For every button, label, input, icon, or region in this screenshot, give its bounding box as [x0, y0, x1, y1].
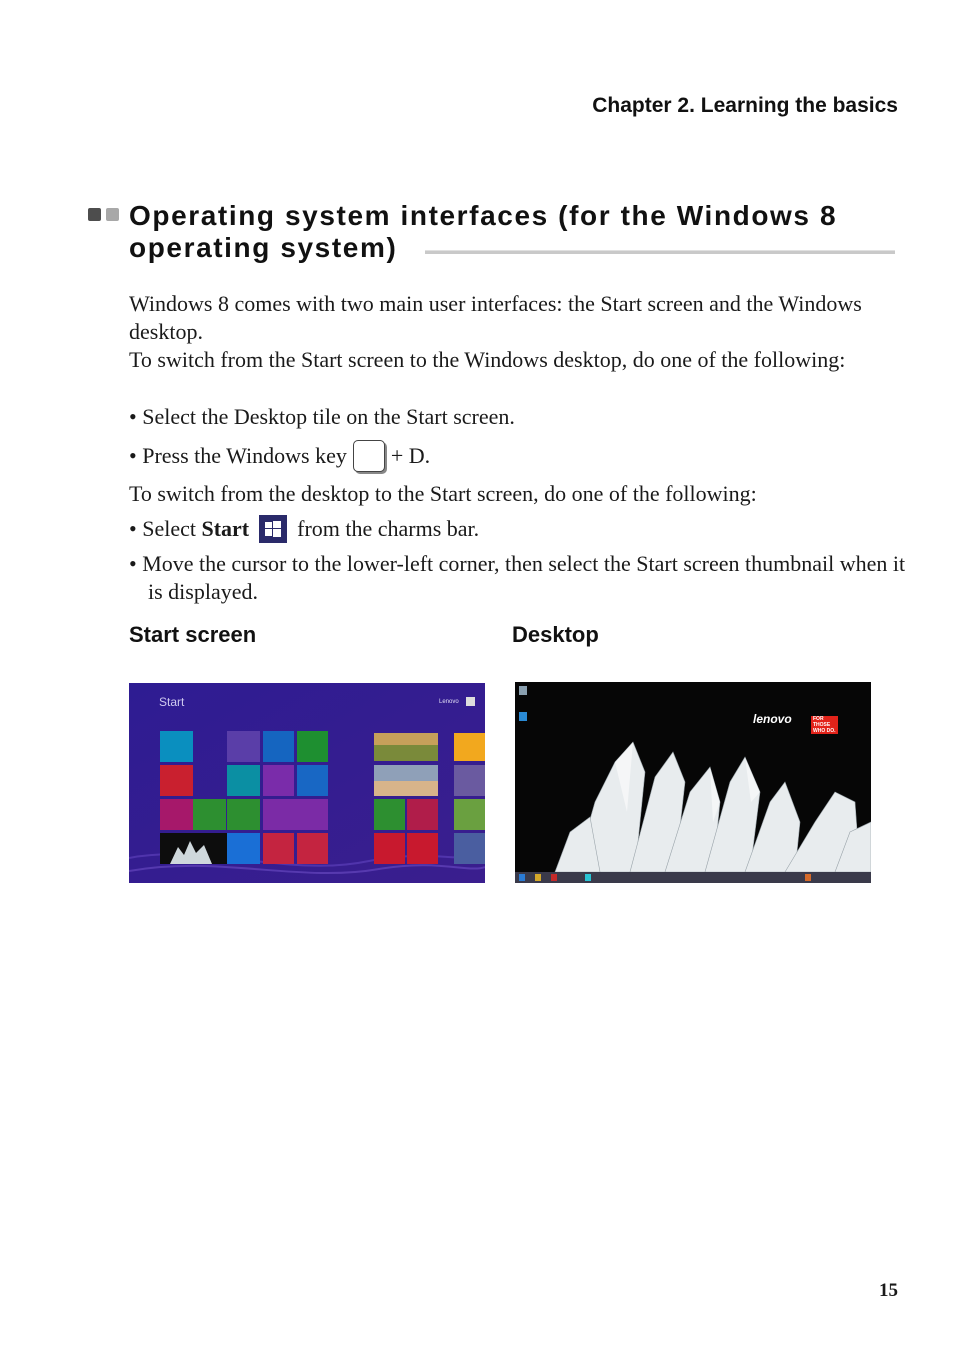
bullet-windows-key — [129, 442, 889, 474]
people-tile — [160, 765, 193, 796]
tagline-line-1: FOR — [811, 716, 838, 722]
chapter-header: Chapter 2. Learning the basics — [592, 94, 898, 117]
start-screen-image — [129, 683, 485, 883]
finance-tile-2 — [227, 799, 260, 830]
ie-tile — [263, 731, 294, 762]
video-tile — [407, 833, 438, 864]
desktop-image — [515, 682, 871, 883]
lenovo-app-tile — [454, 733, 485, 761]
start-screen-user: Lenovo — [439, 699, 459, 705]
weather-tile — [227, 833, 260, 864]
bullet-windows-key-suffix: + D. — [390, 443, 431, 469]
sports-tile — [263, 799, 328, 830]
page-number: 15 — [879, 1280, 898, 1301]
switch-to-start-paragraph: To switch from the desktop to the Start screen, do one of the following: — [129, 481, 757, 506]
news-tile — [263, 833, 294, 864]
store-tile — [297, 731, 328, 762]
news-tile-2 — [297, 833, 328, 864]
lenovo-logo: lenovo — [753, 712, 792, 726]
bullet-desktop-tile: • Select the Desktop tile on the Start screen. — [129, 404, 515, 429]
bullet-select-start — [129, 515, 889, 545]
tagline-line-2: THOSE — [811, 722, 838, 728]
switch-to-desktop-paragraph: To switch from the Start screen to the Windows desktop, do one of the following: — [129, 347, 846, 372]
start-charm-icon — [259, 515, 287, 543]
travel-tile — [374, 765, 438, 796]
tagline-line-3: WHO DO. — [813, 728, 836, 734]
lenovo-support-tile — [454, 833, 485, 864]
evernote-tile — [454, 799, 485, 830]
user-avatar-icon — [466, 697, 475, 706]
crystal-wallpaper — [515, 682, 871, 883]
bullet-windows-key-text: • Press the Windows key — [129, 443, 347, 469]
games-tile — [374, 799, 405, 830]
desktop-tile — [160, 833, 227, 864]
start-screen-label: Start screen — [129, 622, 257, 647]
desktop-label: Desktop — [512, 622, 599, 647]
mail-tile — [160, 731, 193, 762]
bullet-move-cursor: • Move the cursor to the lower-left corner, then select the Start screen thumbnail when it is displayed. — [129, 551, 906, 604]
maps-tile — [263, 765, 294, 796]
lenovo-tagline — [811, 716, 838, 734]
photo-landscape-tile — [374, 733, 438, 761]
section-title: Operating system interfaces (for the Windows 8 operating system) — [129, 200, 838, 263]
section-bullets-icon — [88, 208, 122, 222]
messaging-tile — [160, 799, 193, 830]
bullet-select-start-suffix: from the charms bar. — [297, 516, 480, 541]
music-tile — [374, 833, 405, 864]
start-screen-title: Start — [159, 695, 185, 709]
calendar-tile — [227, 731, 260, 762]
windows-key-icon — [353, 440, 385, 472]
title-rule — [425, 250, 895, 254]
start-bold-label: Start — [201, 516, 250, 541]
camera-tile — [407, 799, 438, 830]
intro-paragraph: Windows 8 comes with two main user interfaces: the Start screen and the Windows desktop. — [129, 291, 862, 344]
reading-tile — [454, 765, 485, 796]
photos-tile — [227, 765, 260, 796]
skydrive-tile — [297, 765, 328, 796]
finance-tile — [193, 799, 226, 830]
bullet-select-start-text: • Select — [129, 516, 196, 541]
